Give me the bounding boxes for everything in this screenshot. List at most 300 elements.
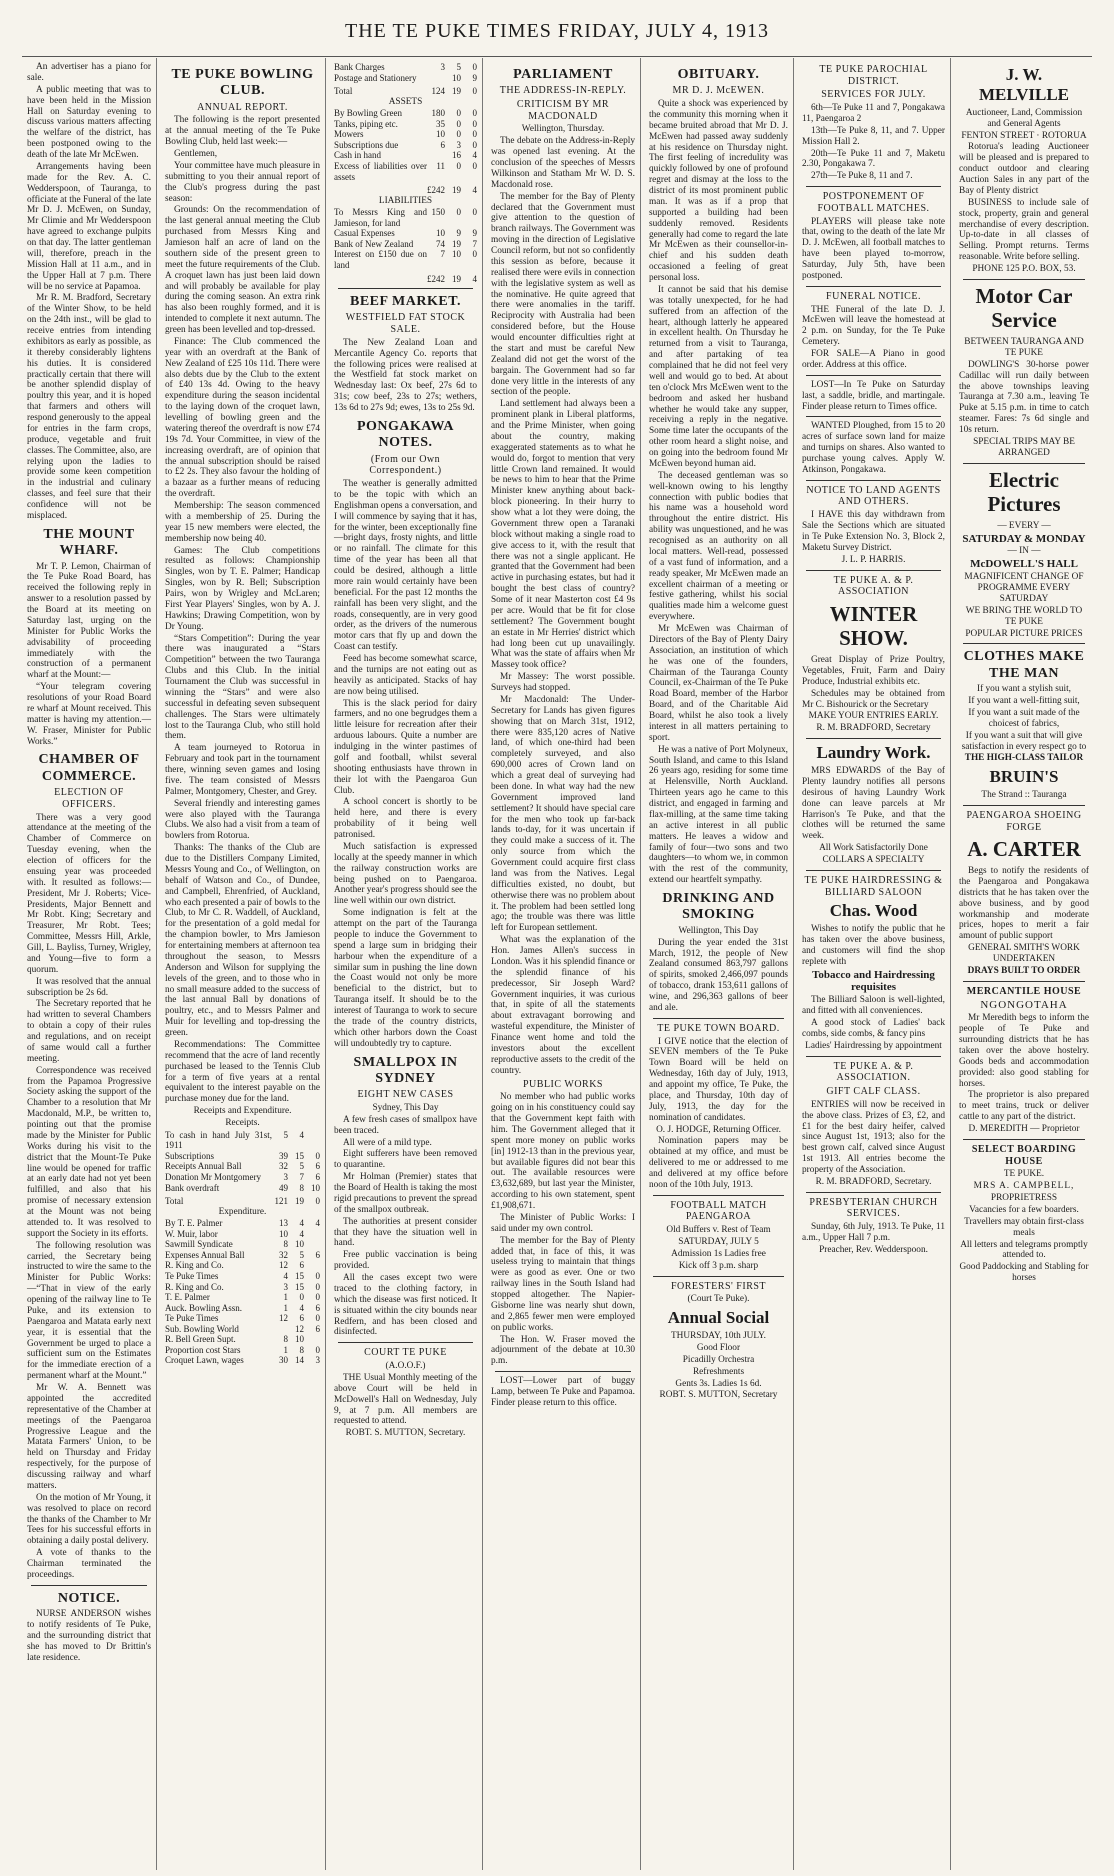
subheadline: SERVICES FOR JULY. — [821, 89, 926, 101]
ad-line: — EVERY — — [997, 520, 1051, 531]
ledger-item — [334, 182, 427, 196]
ledger-row — [165, 1282, 320, 1293]
divider — [653, 1276, 784, 1277]
ledger-amount: 10 — [436, 228, 445, 239]
ledger-amount: 13 — [279, 1218, 288, 1229]
lost-notice: LOST—Lower part of buggy Lamp, between Te Puke and Papamoa. Finder please return to this office. — [491, 1376, 636, 1408]
ledger-amount: 8 — [299, 1182, 304, 1193]
ledger-amount: 1 — [283, 1302, 288, 1313]
article-paragraph: A vote of thanks to the Chairman terminated the proceedings. — [27, 1548, 151, 1580]
ledger-amount — [304, 1229, 320, 1240]
column-5 — [644, 62, 793, 1868]
divider — [653, 1018, 784, 1019]
ledger-amount: 30 — [279, 1355, 288, 1366]
divider — [963, 1139, 1085, 1140]
ledger-amount: 3 — [283, 1281, 288, 1292]
ledger-amount: 0 — [472, 249, 477, 260]
headline-shoeing-forge: PAENGAROA SHOEING FORGE — [966, 810, 1082, 833]
article-paragraph: The debate on the Address-in-Reply was opened last evening. At the conclusion of the speeches of Messrs Wilkinson and Statham Mr W. D. S. Macdonald rose. — [491, 136, 635, 190]
ledger-amount: 5 — [456, 62, 461, 72]
ledger-item: Te Puke Times — [165, 1271, 219, 1281]
ledger-amount: 12 — [279, 1260, 288, 1271]
ledger-amount — [427, 150, 445, 161]
ad-line: COLLARS A SPECIALTY — [822, 855, 925, 865]
ledger-amount: 124 — [431, 86, 445, 97]
list-item: 27th—Te Puke 8, 11 and 7. — [811, 171, 913, 182]
column-divider — [156, 58, 157, 1870]
ledger-item: Sawmill Syndicate — [165, 1239, 233, 1250]
ad-line: — IN — — [1007, 546, 1041, 557]
article-paragraph: Finance: The Club commenced the year with an overdraft at the Bank of New Zealand of £25 10s 11d. There were also debts due by the Club to the extent of £40 13s 4d. Owing to the heavy expenditure during the season incidental to the laying down of the croquet lawn, levelling of bowling green and the watering thereof the overdraft is now £74 19s 7d. Your Committee, in view of the increasing overdraft, are of opinion that the annual subscription should be raised to £2 2s. They also favour the holding of a bazaar as a further means of reducing the overdraft. — [165, 336, 320, 500]
article-paragraph: Mr Macdonald: The Under-Secretary for Lands has given figures showing that on March 31st, 1912, there were 835,120 acres of Native land, of which one-third had been completely surveyed, and also 690,000 acres of Crown land on which a great deal of surveying had been done. In what way had the new Government improved land settlement? It should have special care for the men who took up far-back lands to-day, for it was uncertain if they could make a success of it. The only source from which the Government could acquire first class land was from the Natives. Legal difficulties existed, no doubt, but otherwise there was no problem about it. The problem had been settled long ago; the trouble was there was little left for European settlement. — [491, 694, 635, 934]
ad-title-laundry: Laundry Work. — [816, 743, 931, 763]
ledger-amount: 3 — [315, 1355, 320, 1366]
headline-notice: NOTICE. — [57, 1590, 121, 1606]
headline-mercantile-house: MERCANTILE HOUSE — [966, 985, 1082, 997]
ledger-row — [334, 140, 477, 151]
ledger-amount: 5 — [299, 1161, 304, 1172]
ledger-amount: 10 — [295, 1239, 304, 1250]
ledger-amount: 0 — [472, 86, 477, 97]
ledger-amount: 6 — [299, 1260, 304, 1271]
ledger-amount: 1 — [283, 1292, 288, 1303]
ledger-item: By Bowling Green — [334, 108, 402, 119]
column-4 — [486, 62, 640, 1868]
ledger-amount — [304, 1334, 320, 1345]
divider — [806, 738, 941, 739]
ad-line: SATURDAY & MONDAY — [962, 532, 1086, 545]
notice-text: Schedules may be obtained from Mr C. Bishourick or the Secretary — [802, 688, 945, 710]
headline-mount-wharf: THE MOUNT WHARF. — [43, 526, 135, 559]
ledger-row — [165, 1260, 320, 1271]
article-paragraph: The authorities at present consider that they have the situation well in hand. — [334, 1216, 477, 1249]
headline-association: TE PUKE A. & P. ASSOCIATION — [833, 574, 914, 598]
article-paragraph: What was the explanation of the Hon. James Allen's success in London. Was it his splendid finance or the splendid finance of his predecessor, Sir Joseph Ward? Government inquiries, it was curious that, in spite of all the statements about extravagant borrowing and wasteful expenditure, the Minister of Finance went home and told the investors about the excellent reproductive assets to the credit of the country. — [491, 935, 635, 1076]
ledger-amount: 0 — [456, 161, 461, 171]
ledger-row — [165, 1334, 320, 1345]
ledger-amount: 12 — [295, 1323, 304, 1334]
ledger-amount: 0 — [472, 62, 477, 72]
article-paragraph: Mr McEwen was Chairman of Directors of the Bay of Plenty Dairy Association, an institution of which he was one of the founders, Chairman of the Tauranga County Council, ex-Chairman of the Te Puke Road Board, member of the Harbor Board, and of the Charitable Aid Board, whilst he also took a lively interest in all matters pertaining to sport. — [649, 624, 788, 743]
article-paragraph: The member for the Bay of Plenty added that, in face of this, it was useless trying to maintain that things were as good as ever. One or two railway lines in the South Island had stopped altogether. The Napier-Gisborne line was nearly shut down, and 2,865 fewer men were employed on public works. — [491, 1235, 635, 1333]
article-paragraph: The member for the Bay of Plenty declared that the Government must give attention to the question of branch railways. The Government was moving in the direction of Legislative Council reform, but not so confidently this session as before, because it realised there were evils in connection with the legislative system as well as the nominative. He quite agreed that there were anomalies in the tariff. Reciprocity with Australia had been considered before, but the House would encounter difficulties right at the start and must be careful New Zealand did not get the worst of the bargain. The Government had so far done very little in the interests of any section of the people. — [491, 191, 635, 398]
ledger-row — [165, 1239, 320, 1250]
column-2 — [160, 62, 325, 1868]
headline-obituary: OBITUARY. — [677, 67, 760, 82]
notice-text: ENTRIES will now be received in the above class. Prizes of £3, £2, and £1 for the best dairy heifer, calved since August 1st, 1913; also for the best grown calf, calved since August 1st 1913. All entries become the property of the Association. — [802, 1099, 945, 1176]
news-note: Mr R. M. Bradford, Secretary of the Winter Show, to be held on the 24th inst., will be glad to receive entries from intending exhibitors as early as possible, as it thereby considerably lightens his duties. It is considered practically certain that there will be another splendid display of poultry this year, and it is hoped that farmers and others will respond generously to the appeal for entries in the farm crops, produce, vegetable and fruit classes. The Committee, also, are relying upon the ladies to provide some keen competition in the industrial and culinary classes, and feel sure that their confidence will not be misplaced. — [27, 293, 152, 521]
notice-text: Wishes to notify the public that he has taken over the above business, and customers will find the shop replete with — [802, 924, 945, 967]
subheadline: MR D. J. McEWEN. — [672, 85, 765, 97]
ledger-amount: 39 — [279, 1150, 288, 1161]
ad-line: Old Buffers v. Rest of Team — [666, 1225, 771, 1236]
ledger-amount: 6 — [440, 139, 445, 150]
subheadline: (A.O.O.F.) — [385, 1361, 426, 1372]
subheadline: CRITICISM BY MR MACDONALD — [516, 99, 610, 122]
ledger-item: Bank overdraft — [165, 1182, 220, 1193]
ledger-row — [165, 1130, 320, 1151]
ledger-item: Subscriptions — [165, 1150, 215, 1161]
ledger-amount: 3 — [440, 62, 445, 72]
ledger-item: Interest on £150 due on land — [334, 249, 427, 270]
ledger-amount: 6 — [299, 1313, 304, 1324]
article-paragraph: Gentlemen, — [174, 149, 218, 160]
ledger-amount: 19 — [452, 86, 461, 97]
ledger-amount: 19 — [452, 185, 461, 196]
signature: D. MEREDITH — Proprietor — [968, 1124, 1080, 1135]
article-paragraph: All the cases except two were traced to the clothing factory, in which the disease was first noticed. It is situated within the city bounds near Redfern, and has been closed and disinfected. — [334, 1273, 477, 1338]
ledger-amount: 0 — [315, 1292, 320, 1303]
ad-line: FENTON STREET · ROTORUA — [961, 130, 1087, 141]
divider — [653, 1195, 784, 1196]
ledger-amount: 4 — [315, 1218, 320, 1229]
ledger-amount — [304, 1260, 320, 1271]
divider — [338, 288, 473, 289]
ledger-amount: £242 — [427, 273, 445, 284]
ledger-item: R. King and Co. — [165, 1260, 224, 1271]
ledger-amount: 4 — [299, 1302, 304, 1313]
ledger-amount — [429, 73, 445, 84]
ledger-amount: 5 — [283, 1129, 288, 1140]
article-paragraph: Your committee have much pleasure in submitting to you their annual report of the Club's progress during the past season: — [165, 160, 320, 204]
ledger-amount: 8 — [299, 1344, 304, 1355]
ledger-amount: £242 — [427, 185, 445, 196]
ledger-total-row — [334, 182, 477, 196]
ledger-row — [334, 108, 477, 119]
ledger-row — [165, 1324, 320, 1335]
ledger-row — [165, 1250, 320, 1261]
ledger-amount: 0 — [472, 108, 477, 119]
divider — [963, 643, 1085, 644]
dateline: Sydney, This Day — [372, 1102, 439, 1113]
article-paragraph: Mr Massey: The worst possible. Surveys had stopped. — [491, 672, 635, 694]
ledger-item: Donation Mr Montgomery — [165, 1172, 261, 1182]
article-paragraph: The New Zealand Loan and Mercantile Agency Co. reports that the following prices were realised at the Westfield fat stock market on Wednesday last: Ox beef, 27s 6d to 31s; cow beef, 23s to 27s; wethers, 13s 6d to 27s 9d; ewes, 13s to 25s 9d. — [334, 337, 477, 414]
ledger-item: Bank Charges — [334, 62, 385, 72]
ledger-amount: 49 — [279, 1182, 288, 1193]
ledger-amount: 0 — [456, 207, 461, 218]
ledger-row — [165, 1151, 320, 1162]
notice-text: THE Funeral of the late D. J. McEwen will leave the homestead at 2 p.m. on Sunday, for the Te Puke Cemetery. — [802, 304, 945, 348]
headline-chamber-of-commerce: CHAMBER OF COMMERCE. — [38, 752, 140, 784]
ledger-amount: 6 — [315, 1302, 320, 1313]
ledger-amount: 16 — [452, 150, 461, 161]
ad-line: If you want a stylish suit, — [977, 684, 1071, 695]
ledger-amount: 180 — [431, 108, 445, 119]
notice-text: FOR SALE—A Piano in good order. Address at this office. — [802, 349, 945, 370]
ad-line: THURSDAY, 10th JULY. — [671, 1331, 766, 1342]
signature: J. L. P. HARRIS. — [841, 554, 906, 565]
signature: ROBT. S. MUTTON, Secretary. — [345, 1428, 466, 1439]
ledger-amount: 4 — [299, 1129, 304, 1140]
ledger-amount: 0 — [472, 161, 477, 171]
divider — [338, 1342, 473, 1343]
article-paragraph: The Hon. W. Fraser moved the adjournment of the debate at 10.30 p.m. — [491, 1334, 635, 1367]
subheadline: THE ADDRESS-IN-REPLY. — [499, 85, 627, 97]
signature: Preacher, Rev. Wedderspoon. — [819, 1244, 928, 1255]
ad-line: If you want a suit made of the choicest of fabrics, — [968, 707, 1080, 729]
ad-line: Vacancies for a few boarders. — [969, 1204, 1079, 1215]
headline-beef-market: BEEF MARKET. — [349, 294, 461, 310]
article-paragraph: Quite a shock was experienced by the community this morning when it became bruited abroad that Mr D. J. McEwen had passed away suddenly at his residence on Thursday night. The first feeling of incredulity was quickly followed by one of profound regret and dismay at the loss to the district of its most prominent public man. It was as if a prop that supported a building had been suddenly removed. Residents generally had come to regard the late Mr McEwen as their counsellor-in-chief and his sudden death occasioned a feeling of great personal loss. — [649, 99, 788, 284]
ledger-amount: 6 — [315, 1323, 320, 1334]
notice-text: NURSE ANDERSON wishes to notify residents of Te Puke, and the surrounding district that she has moved to Dr Brittin's late residence. — [27, 1609, 151, 1663]
column-7 — [954, 62, 1094, 1868]
ledger-amount: 9 — [472, 228, 477, 239]
ad-line: TE PUKE. — [1003, 1169, 1045, 1180]
ledger-row — [165, 1218, 320, 1229]
article-paragraph: A school concert is shortly to be held here, and there is every probability of it being well patronised. — [334, 797, 477, 841]
article-paragraph: “Your telegram covering resolutions of your Road Board re wharf at Mount received. This matter is having my attention.—W. Fraser, Minister for Public Works.” — [27, 682, 151, 747]
liabilities-heading: LIABILITIES — [378, 195, 433, 206]
article-paragraph: Some indignation is felt at the attempt on the part of the Tauranga people to induce the Government to spend a large sum in bridging their harbour when the expenditure of a similar sum in pushing the line down the Coast would not only be more beneficial to the district, but to Tauranga itself. It should be to the interest of Tauranga to work to secure the trade of the country districts, which other harbors down the Coast will undoubtedly try to capture. — [334, 908, 477, 1049]
divider — [806, 570, 941, 571]
masthead: THE TE PUKE TIMES FRIDAY, JULY 4, 1913 — [345, 20, 769, 42]
ad-title-chas-wood: Chas. Wood — [829, 901, 918, 921]
headline-boarding-house: SELECT BOARDING HOUSE — [971, 1143, 1077, 1167]
divider — [806, 1192, 941, 1193]
notice-text: Great Display of Prize Poultry, Vegetables, Fruit, Farm and Dairy Produce, Industrial exhibits etc. — [802, 655, 945, 687]
ad-line: POPULAR PICTURE PRICES — [965, 628, 1083, 639]
ad-title-melville: J. W. MELVILLE — [978, 65, 1070, 104]
ad-title-clothes: CLOTHES MAKE THE MAN — [963, 649, 1085, 681]
ledger-row — [165, 1161, 320, 1172]
expenditure-continued-table — [334, 62, 477, 97]
ledger-amount: 9 — [472, 72, 477, 83]
ledger-row — [165, 1292, 320, 1303]
ad-line: Gents 3s. Ladies 1s 6d. — [675, 1378, 762, 1389]
ledger-item: Auck. Bowling Assn. — [165, 1302, 243, 1313]
article-paragraph: Games: The Club competitions resulted as follows: Championship Singles, won by T. E. Palmer; Handicap Singles, won by R. Bell; Subscription Pairs, won by Wrigley and McLaren; First Year Players' Singles, won by A. J. Hawkins; Drawing Competition, won by Dr Young. — [165, 545, 320, 632]
ledger-amount: 0 — [315, 1313, 320, 1324]
headline-parochial-district: TE PUKE PAROCHIAL DISTRICT. — [819, 64, 928, 87]
article-paragraph: Land settlement had always been a prominent plank in Liberal platforms, and the Prime Minister, when going about the country, making exaggerated statements as to what he would do, forgot to mention that very little Crown land remained. It would be news to him to hear that the Prime Minister knew anything about back-block pioneering. In their hurry to show what a lot they were doing, the Government threw open a Taranaki block without making a single road to give access to it, with the result that there was not a single applicant. He granted that the Government had been active in purchasing estates, but had it bought the best class of country? Some of it near Masterton cost £4 9s per acre. Would that be fit for close settlement? The Government bought an estate in Mr Herries' district which had long been cut up unavailingly. What was the state of affairs when Mr Massey took office? — [491, 399, 635, 671]
ledger-item: Postage and Stationery — [334, 72, 417, 83]
ledger-amount: 19 — [295, 1196, 304, 1207]
expenditure-table — [165, 1218, 320, 1365]
notice-text: Begs to notify the residents of the Paengaroa and Pongakawa districts that he has taken over the above business, and by good workmanship and moderate prices, hopes to merit a fair amount of public support — [959, 866, 1089, 942]
ad-line: Picadilly Orchestra — [682, 1354, 755, 1365]
ledger-amount: 4 — [283, 1271, 288, 1281]
ledger-item: Casual Expenses — [334, 228, 395, 239]
ledger-amount: 10 — [295, 1334, 304, 1345]
notice-text: The Billiard Saloon is well-lighted, and fitted with all conveniences. — [802, 995, 945, 1017]
ledger-amount: 35 — [436, 118, 445, 129]
ledger-amount: 7 — [299, 1172, 304, 1182]
ledger-amount: 10 — [311, 1182, 320, 1193]
news-note: Arrangements having been made for the Rev. A. C. Wedderspoon, of Tauranga, to officiate at the Funeral of the late Mr D. J. McEwen, on Sunday, Mr Climie and Mr Wedderspoon have agreed to exchange pulpits on that day. The latter gentleman will, therefore, preach in the Mission Hall at 11 a.m., and in the Upper Hall at 7 p.m. There will be no service at Papamoa. — [27, 161, 151, 292]
divider — [806, 186, 941, 187]
article-paragraph: Mr W. A. Bennett was appointed the accredited representative of the Chamber at meetings of the Paengaroa Progressive League and the Matata Farmers' Union, to be held on Thursday and Friday respectively, for the purpose of discussing railway and wharf matters. — [27, 1383, 151, 1491]
divider — [806, 480, 941, 481]
ledger-amount: 6 — [315, 1249, 320, 1260]
ledger-amount: 11 — [436, 161, 445, 171]
article-paragraph: The Minister of Public Works: I said under my own control. — [491, 1212, 635, 1234]
receipts-heading: Receipts. — [225, 1118, 260, 1129]
signature: R. M. BRADFORD, Secretary. — [815, 1176, 932, 1187]
ledger-amount: 4 — [299, 1218, 304, 1229]
ledger-amount — [272, 1324, 288, 1335]
ad-line: Travellers may obtain first-class meals — [964, 1216, 1084, 1238]
ledger-row — [334, 239, 477, 250]
divider — [806, 1056, 941, 1057]
article-paragraph: On the motion of Mr Young, it was resolved to place on record the thanks of the Chamber to Mr Tees for his successful efforts in obtaining a daily postal delivery. — [27, 1492, 151, 1547]
headline-postponement: POSTPONEMENT OF FOOTBALL MATCHES. — [817, 191, 930, 214]
ad-line: Auctioneer, Land, Commission and General Agents — [965, 107, 1083, 129]
ledger-row — [334, 119, 477, 130]
divider — [963, 463, 1085, 464]
column-divider — [950, 58, 951, 1870]
ledger-item: Sub. Bowling World — [165, 1323, 239, 1334]
ad-line: MAGNIFICENT CHANGE OF PROGRAMME EVERY SATURDAY — [964, 572, 1084, 604]
ledger-item: Cash in hand — [334, 150, 381, 161]
article-paragraph: Recommendations: The Committee recommend that the acre of land recently purchased be leased to the Tennis Club for a term of five years at a rental equivalent to the interest payable on the purchase money due for the land. — [165, 1039, 320, 1105]
news-note: An advertiser has a piano for sale. — [27, 62, 151, 83]
signature: R. M. BRADFORD, Secretary — [816, 723, 931, 734]
ledger-item: Tanks, piping etc. — [334, 118, 398, 129]
ad-title-motor-car: Motor Car Service — [975, 283, 1073, 333]
lost-notice: LOST—In Te Puke on Saturday last, a saddle, bridle, and martingale. Finder please return to Times office. — [802, 379, 945, 412]
ad-title-bruins: BRUIN'S — [989, 767, 1059, 787]
ledger-row — [334, 249, 477, 270]
ad-line: Kick off 3 p.m. sharp — [678, 1260, 759, 1271]
ledger-amount: 8 — [283, 1239, 288, 1250]
ad-title-electric-pictures: Electric Pictures — [987, 467, 1061, 517]
ad-line: All letters and telegrams promptly attended to. — [960, 1239, 1088, 1261]
article-paragraph: He was a native of Port Molyneux, South Island, and came to this Island 26 years ago, residing for some time at Helensville, North Auckland. Thirteen years ago he came to this district, and engaged in farming and flax-milling, at the same time taking an active interest in all public matters. He leaves a widow and family of four—two sons and two daughters—to whom we, in common with the rest of the community, extend our heartfelt sympathy. — [649, 744, 788, 886]
ledger-row — [165, 1355, 320, 1366]
ledger-amount: 0 — [456, 118, 461, 129]
headline-drinking-smoking: DRINKING AND SMOKING — [662, 891, 775, 923]
news-note: A public meeting that was to have been held in the Mission Hall on Saturday evening to discuss various matters affecting the welfare of the district, has been postponed owing to the death of the late Mr McEwen. — [27, 84, 151, 160]
ledger-row — [165, 1183, 320, 1194]
headline-association: TE PUKE A. & P. ASSOCIATION. — [833, 1060, 914, 1084]
column-6 — [797, 62, 950, 1868]
signature: O. J. HODGE, Returning Officer. — [656, 1124, 781, 1135]
ledger-amount: 15 — [295, 1271, 304, 1281]
ad-line: PROPRIETRESS — [990, 1193, 1058, 1204]
list-item: 6th—Te Puke 11 and 7, Pongakawa 11, Paengaroa 2 — [802, 103, 945, 124]
divider — [806, 286, 941, 287]
assets-table — [334, 108, 477, 195]
article-paragraph: The following is the report presented at the annual meeting of the Te Puke Bowling Club, held last week:— — [165, 115, 320, 148]
article-paragraph: Several friendly and interesting games were also played with the Tauranga Clubs. We also had a visit from a team of bowlers from Rotorua. — [165, 798, 320, 842]
divider — [806, 416, 941, 417]
notice-text: The proprietor is also prepared to meet trains, truck or deliver cattle to any part of the district. — [959, 1090, 1089, 1123]
headline-pongakawa-notes: PONGAKAWA NOTES. — [356, 418, 455, 451]
ad-title-carter: A. CARTER — [967, 837, 1081, 862]
article-paragraph: “Stars Competition”: During the year there was inaugurated a “Stars Competition” between the two Tauranga Clubs and this Club. In the initial Tournament the Club was successful in winning the “Stars” and were also successful in defeating seven subsequent challenges. The Stars were ultimately lost to the Tauranga Club, who still hold them. — [165, 633, 320, 742]
notice-text: DOWLING'S 30-horse power Cadillac will run daily between the above townships leaving Tauranga at 7.30 a.m., leaving Te Puke at 5.15 p.m. in time to catch steamer. Fares: 7s 6d single and 10s return. — [959, 359, 1089, 435]
receipts-table — [165, 1130, 320, 1207]
column-1 — [22, 62, 156, 1868]
notice-text: Rotorua's leading Auctioneer will be pleased and is prepared to conduct outdoor and clearing Auction Sales in any part of the Bay of Plenty district — [959, 142, 1089, 196]
ledger-amount — [304, 1130, 320, 1151]
headline-hairdressing: TE PUKE HAIRDRESSING & BILLIARD SALOON — [804, 874, 943, 898]
ledger-amount: 0 — [299, 1292, 304, 1303]
article-paragraph: Much satisfaction is expressed locally at the speedy manner in which the railway construction works are being pushed on to Paengaroa. Another year's progress should see the line well within our own district. — [334, 841, 477, 907]
ledger-row — [334, 161, 477, 182]
column-divider — [640, 58, 641, 1870]
ledger-amount: 0 — [456, 129, 461, 140]
assets-heading: ASSETS — [388, 96, 423, 107]
ad-line: MRS A. CAMPBELL, — [973, 1181, 1075, 1192]
list-item: 13th—Te Puke 8, 11, and 7. Upper Mission Hall 2. — [802, 125, 945, 147]
ledger-amount: 6 — [315, 1161, 320, 1172]
ledger-item: Subscriptions due — [334, 139, 399, 150]
column-divider — [482, 58, 483, 1870]
ledger-item: Croquet Lawn, wages — [165, 1355, 244, 1366]
ledger-total-row — [334, 271, 477, 285]
ad-line: WE BRING THE WORLD TO TE PUKE — [965, 605, 1083, 627]
article-paragraph: The deceased gentleman was so well-known owing to his lengthy connection with public bodies that his name was a household word throughout the entire district. His ability was unquestioned, and he was recognised as an authority on all local matters. Well-read, possessed of a vast fund of information, and a ready speaker, Mr McEwen made an excellent chairman of a meeting or festive gathering, whilst his social qualities made him a welcome guest everywhere. — [649, 470, 788, 623]
ledger-row — [334, 62, 477, 73]
ad-line: If you want a well-fitting suit, — [968, 696, 1080, 707]
ledger-row — [165, 1271, 320, 1282]
column-3 — [329, 62, 482, 1868]
ledger-row — [334, 228, 477, 239]
notice-text: Mr Meredith begs to inform the people of Te Puke and surrounding districts that he has taken over the above hostelry. Goods beds and accommodation provided: also good stabling for horses. — [959, 1013, 1089, 1089]
ledger-amount: 3 — [456, 139, 461, 150]
dateline: Wellington, This Day — [678, 925, 759, 936]
ledger-item: Bank of New Zealand — [334, 238, 414, 249]
ledger-amount: 0 — [315, 1271, 320, 1281]
article-paragraph: It was resolved that the annual subscription be 2s 6d. — [27, 976, 151, 998]
ledger-amount: 74 — [436, 238, 445, 249]
ledger-amount: 121 — [274, 1196, 288, 1207]
ledger-total-row — [165, 1193, 320, 1207]
expenditure-heading: Expenditure. — [218, 1206, 267, 1217]
ledger-amount: 0 — [315, 1281, 320, 1292]
divider — [963, 981, 1085, 982]
article-paragraph: Correspondence was received from the Papamoa Progressive Society asking the support of the Chamber to a resolution that Mr Macdonald, M.P., be written to, pointing out that the promise made by the Minister for Public Works during his visit to the district that the Mount-Te Puke line would be opened for traffic at an early date had not yet been fulfilled, and also that his promise of necessary extension at the Mount was not being attended to. It was resolved to support the Society in its efforts. — [27, 1065, 151, 1239]
subheadline: WESTFIELD FAT STOCK SALE. — [345, 312, 466, 336]
ad-line: All Work Satisfactorily Done — [819, 843, 928, 854]
ledger-amount: 9 — [456, 228, 461, 239]
subheadline: GIFT CALF CLASS. — [826, 1086, 921, 1098]
ledger-item: W. Muir, labor — [165, 1228, 218, 1239]
ledger-item: R. Bell Green Supt. — [165, 1334, 236, 1345]
ledger-amount: 4 — [472, 150, 477, 161]
ledger-amount — [304, 1239, 320, 1250]
ledger-amount: 5 — [299, 1249, 304, 1260]
ledger-amount: 0 — [472, 129, 477, 140]
ledger-item: R. King and Co. — [165, 1281, 224, 1292]
ledger-amount: 0 — [456, 108, 461, 119]
ad-line: NGONGOTAHA — [980, 999, 1068, 1012]
ledger-amount: 0 — [315, 1150, 320, 1161]
article-paragraph: Mr T. P. Lemon, Chairman of the Te Puke Road Board, has received the following reply in answer to a resolution passed by the Board at its meeting on Saturday last, urging on the Minister for Public Works the advisability of proceeding immediately with the construction of a permanent wharf at the Mount:— — [27, 561, 151, 681]
notice-text: MRS EDWARDS of the Bay of Plenty laundry notifies all persons desirous of having Laundry Work done can leave parcels at Mr Harrison's Te Puke, and that the clothes will be returned the same week. — [802, 766, 945, 842]
ad-line: Ladies' Hairdressing by appointment — [805, 1040, 942, 1051]
ad-line: Admission 1s Ladies free — [671, 1248, 766, 1259]
divider — [963, 279, 1085, 280]
ledger-item: Receipts Annual Ball — [165, 1161, 242, 1172]
ledger-row — [334, 150, 477, 161]
notice-text: Sunday, 6th July, 1913. Te Puke, 11 a.m., Upper Hall 7 p.m. — [802, 1222, 945, 1244]
headline-land-agents: NOTICE TO LAND AGENTS AND OTHERS. — [806, 484, 941, 508]
ledger-row — [165, 1172, 320, 1183]
ledger-amount: 19 — [452, 273, 461, 284]
headline-bowling-club: TE PUKE BOWLING CLUB. — [171, 67, 314, 99]
article-paragraph: All were of a mild type. — [343, 1137, 432, 1148]
ledger-item: Excess of liabilities over assets — [334, 161, 427, 182]
divider — [495, 1371, 631, 1372]
ledger-heading: Receipts and Expenditure. — [193, 1106, 292, 1117]
ad-line: Tobacco and Hairdressing requisites — [812, 968, 935, 994]
notice-text: PLAYERS will please take note that, owing to the death of the late Mr D. J. McEwen, all football matches to have been played to-morrow, Saturday, July 5th, have been postponed. — [802, 216, 945, 281]
ad-line: DRAYS BUILT TO ORDER — [967, 965, 1081, 976]
